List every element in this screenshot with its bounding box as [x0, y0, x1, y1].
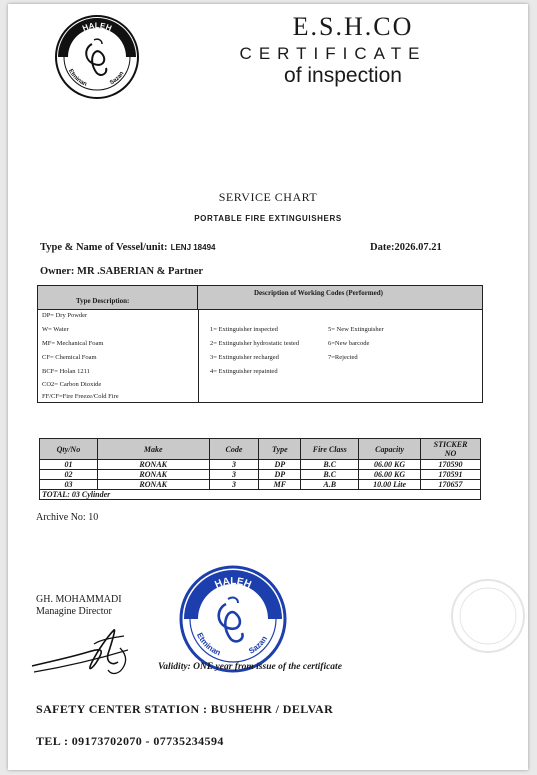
- table-cell: A.B: [301, 480, 359, 490]
- type-item: FF/CF=Fire Freeze/Cold Fire: [42, 393, 119, 400]
- working-code-item: 5= New Extinguisher: [328, 326, 384, 333]
- type-description-label: Type Description:: [76, 297, 130, 305]
- table-cell: 170590: [421, 460, 481, 470]
- signer-name: GH. MOHAMMADI: [36, 594, 122, 605]
- working-code-item: 1= Extinguisher inspected: [210, 326, 278, 333]
- table-cell: 01: [40, 460, 98, 470]
- vessel-value: LENJ 18494: [170, 243, 216, 252]
- type-item: CO2= Carbon Dioxide: [42, 381, 102, 388]
- signer-title: Managine Director: [36, 606, 112, 617]
- table-row: [40, 470, 481, 480]
- table-row: [40, 460, 481, 470]
- column-header: Fire Class: [301, 439, 359, 460]
- working-code-item: 4= Extinguisher repainted: [210, 368, 278, 375]
- extinguisher-table: [39, 438, 481, 500]
- signer-block: [36, 594, 122, 618]
- table-cell: B.C: [301, 460, 359, 470]
- table-header-row: [40, 439, 481, 460]
- type-item: MF= Mechanical Foam: [42, 340, 104, 347]
- table-cell: 170657: [421, 480, 481, 490]
- table-cell: 10.00 Lite: [359, 480, 421, 490]
- certificate-page: [8, 4, 528, 770]
- column-header: Code: [209, 439, 259, 460]
- table-cell: RONAK: [97, 470, 209, 480]
- type-item: CF= Chemical Foam: [42, 354, 97, 361]
- certificate-date: Date:2026.07.21: [370, 242, 442, 253]
- service-chart-title: SERVICE CHART: [218, 190, 318, 204]
- company-logo: [54, 14, 140, 100]
- column-header: Capacity: [359, 439, 421, 460]
- column-header-sticker: STICKER NO: [421, 439, 481, 460]
- working-code-item: 7=Rejected: [328, 354, 358, 361]
- table-cell: RONAK: [97, 460, 209, 470]
- type-item: BCF= Holan 1211: [42, 368, 90, 375]
- svg-text:Sazan: Sazan: [247, 634, 270, 656]
- vessel-line: [40, 242, 215, 253]
- table-cell: B.C: [301, 470, 359, 480]
- faint-stamp-mark: [448, 576, 528, 656]
- brand-name: E.S.H.CO: [292, 12, 414, 41]
- table-total: TOTAL: 03 Cylinder: [40, 490, 481, 500]
- safety-station: SAFETY CENTER STATION : BUSHEHR / DELVAR: [36, 702, 334, 716]
- column-header: Qty/No: [40, 439, 98, 460]
- table-cell: 06.00 KG: [359, 470, 421, 480]
- table-cell: 170591: [421, 470, 481, 480]
- telephone-numbers: TEL : 09173702070 - 07735234594: [36, 734, 224, 748]
- table-cell: 02: [40, 470, 98, 480]
- table-cell: 3: [209, 470, 259, 480]
- certificate-subtitle: of inspection: [284, 64, 402, 87]
- codes-divider: [198, 310, 199, 402]
- owner-line: Owner: MR .SABERIAN & Partner: [40, 266, 204, 277]
- archive-number: Archive No: 10: [36, 512, 99, 523]
- company-stamp: [178, 564, 288, 674]
- codes-box: [37, 285, 483, 403]
- type-description-header: [38, 286, 198, 310]
- signature-image: [28, 622, 148, 680]
- table-cell: 3: [209, 460, 259, 470]
- table-cell: 3: [209, 480, 259, 490]
- table-row: [40, 480, 481, 490]
- working-codes-label: Description of Working Codes (Performed): [254, 289, 383, 297]
- working-codes-header: [198, 286, 482, 310]
- validity-note: Validity: ONE year from issue of the certificate: [158, 662, 342, 672]
- logo-top-text: HALEH: [81, 20, 113, 33]
- certificate-heading: CERTIFICATE: [239, 44, 427, 63]
- table-cell: 03: [40, 480, 98, 490]
- table-cell: 06.00 KG: [359, 460, 421, 470]
- table-cell: DP: [259, 470, 301, 480]
- svg-text:Etminan: Etminan: [66, 68, 88, 88]
- table-total-row: [40, 490, 481, 500]
- table-cell: MF: [259, 480, 301, 490]
- table-cell: DP: [259, 460, 301, 470]
- type-item: DP= Dry Powder: [42, 312, 88, 319]
- vessel-label: Type & Name of Vessel/unit:: [40, 242, 168, 253]
- type-item: W= Water: [42, 326, 69, 333]
- column-header: Type: [259, 439, 301, 460]
- svg-text:HALEH: HALEH: [213, 575, 253, 591]
- working-code-item: 6=New barcode: [328, 340, 370, 347]
- table-cell: RONAK: [97, 480, 209, 490]
- svg-text:Sazan: Sazan: [109, 70, 126, 87]
- service-subtitle: PORTABLE FIRE EXTINGUISHERS: [194, 214, 342, 223]
- svg-text:Etminan: Etminan: [194, 631, 222, 658]
- working-code-item: 3= Extinguisher recharged: [210, 354, 279, 361]
- working-code-item: 2= Extinguisher hydrostatic tested: [210, 340, 300, 347]
- column-header: Make: [97, 439, 209, 460]
